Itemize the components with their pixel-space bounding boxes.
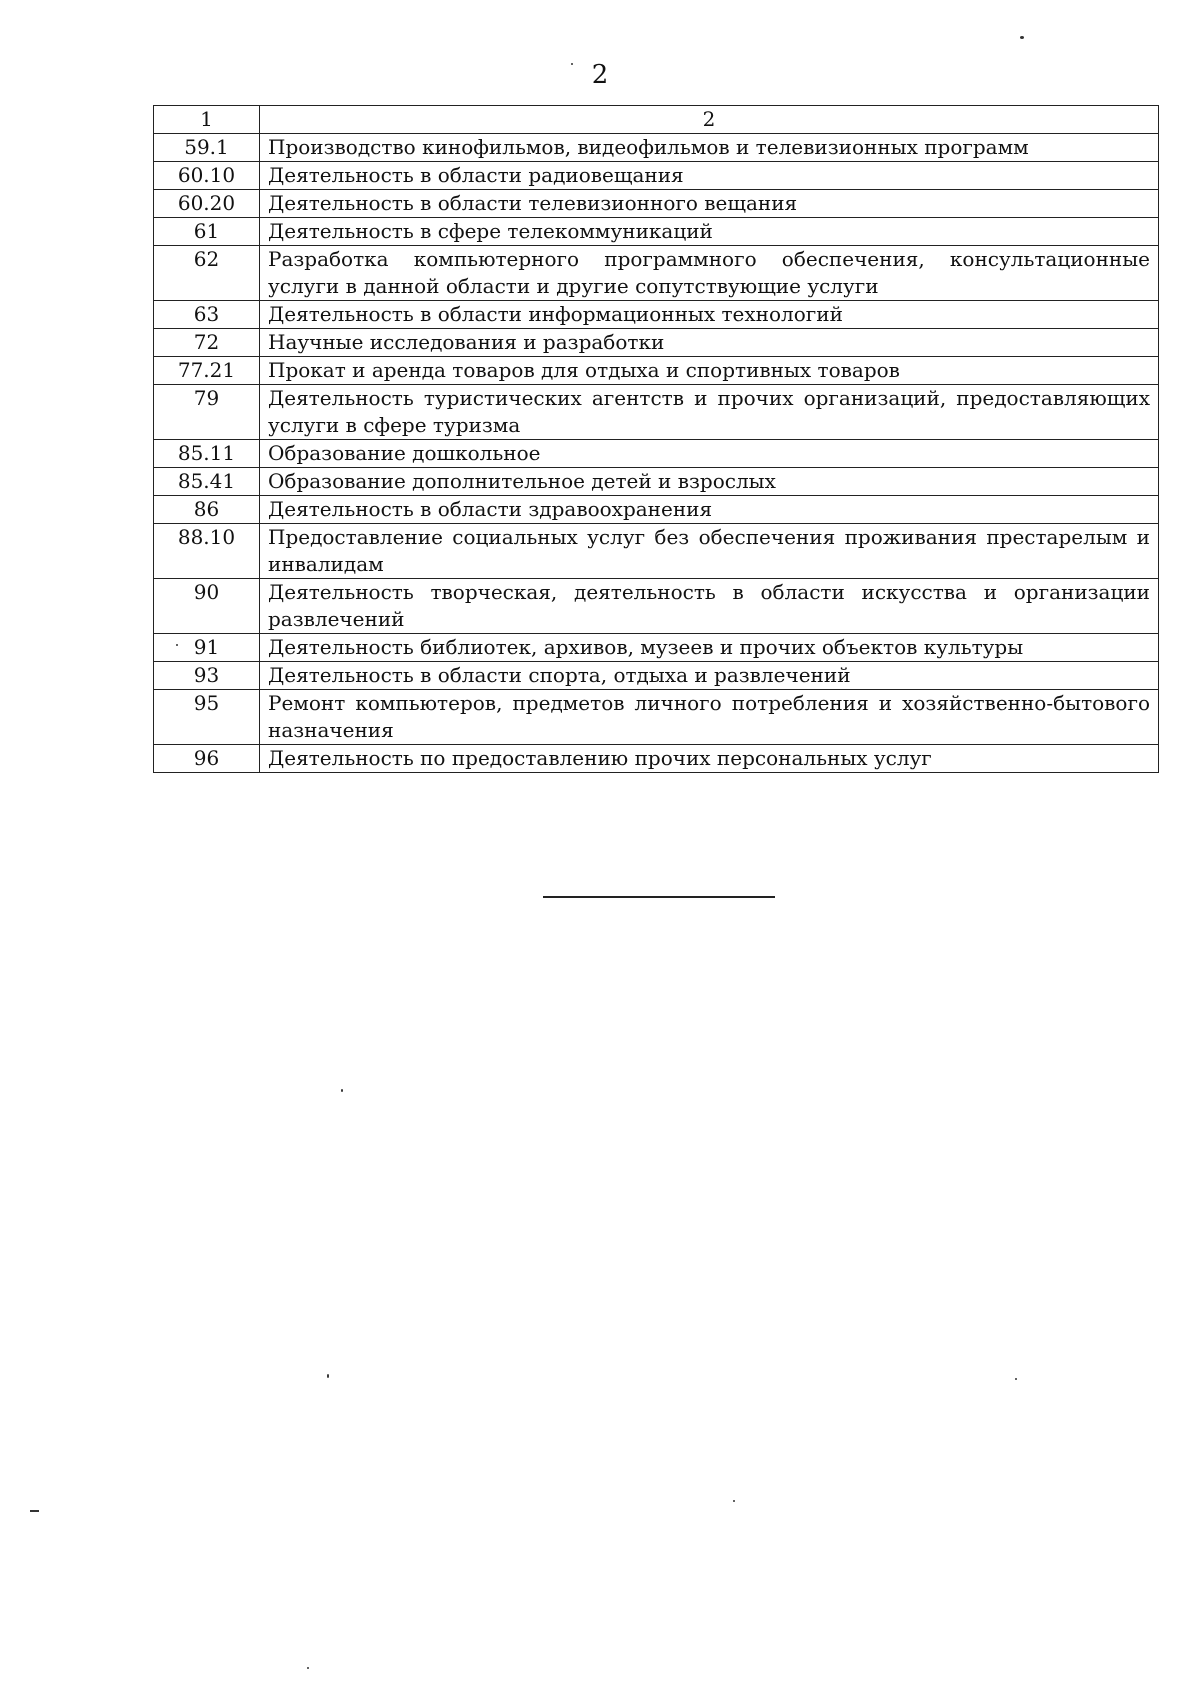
activity-description-cell: Предоставление социальных услуг без обеспечения проживания престарелым и инвалидам (260, 524, 1159, 579)
activity-description-cell: Образование дополнительное детей и взрослых (260, 468, 1159, 496)
table-row (154, 357, 1159, 385)
okved-code-cell: 95 (154, 690, 260, 745)
table-row (154, 440, 1159, 468)
okved-code-cell: 88.10 (154, 524, 260, 579)
activity-description-cell: Деятельность творческая, деятельность в области искусства и организации развлечений (260, 579, 1159, 634)
okved-code-cell: 61 (154, 218, 260, 246)
okved-code-cell: 86 (154, 496, 260, 524)
okved-code-cell: 79 (154, 385, 260, 440)
table-row (154, 662, 1159, 690)
scan-speck (1020, 36, 1024, 39)
scan-speck (176, 644, 178, 646)
activity-description-cell: Разработка компьютерного программного обеспечения, консультационные услуги в данной области и другие сопутствующие услуги (260, 246, 1159, 301)
okved-code-cell: 60.10 (154, 162, 260, 190)
okved-code-cell: 96 (154, 745, 260, 773)
table-header (154, 106, 1159, 134)
header-row (154, 106, 1159, 134)
okved-code-cell: 60.20 (154, 190, 260, 218)
table-row (154, 524, 1159, 579)
table-row (154, 162, 1159, 190)
okved-code-cell: 85.11 (154, 440, 260, 468)
activity-description-cell: Деятельность в области информационных технологий (260, 301, 1159, 329)
activity-description-cell: Деятельность библиотек, архивов, музеев и прочих объектов культуры (260, 634, 1159, 662)
scan-speck (30, 1510, 39, 1512)
table-row (154, 301, 1159, 329)
activity-description-cell: Деятельность в области телевизионного вещания (260, 190, 1159, 218)
activity-description-cell: Деятельность в области радиовещания (260, 162, 1159, 190)
scan-speck (341, 1089, 343, 1092)
table-row (154, 134, 1159, 162)
activity-description-cell: Образование дошкольное (260, 440, 1159, 468)
scan-speck (307, 1667, 309, 1669)
activity-description-cell: Деятельность в сфере телекоммуникаций (260, 218, 1159, 246)
scan-speck (571, 63, 573, 65)
scan-speck (733, 1500, 735, 1502)
okved-code-cell: 62 (154, 246, 260, 301)
column-header-description: 2 (260, 106, 1159, 134)
okved-code-cell: 63 (154, 301, 260, 329)
okved-code-cell: 93 (154, 662, 260, 690)
table-row (154, 190, 1159, 218)
okved-code-cell: 85.41 (154, 468, 260, 496)
table-row (154, 246, 1159, 301)
activity-description-cell: Производство кинофильмов, видеофильмов и телевизионных программ (260, 134, 1159, 162)
column-header-code: 1 (154, 106, 260, 134)
activity-description-cell: Деятельность туристических агентств и прочих организаций, предоставляющих услуги в сфере туризма (260, 385, 1159, 440)
table-row (154, 329, 1159, 357)
end-of-document-rule (543, 896, 775, 898)
okved-table (153, 105, 1159, 773)
table-row (154, 385, 1159, 440)
table-row (154, 690, 1159, 745)
activity-description-cell: Прокат и аренда товаров для отдыха и спортивных товаров (260, 357, 1159, 385)
page-number: 2 (591, 60, 609, 90)
okved-code-cell: 59.1 (154, 134, 260, 162)
table-row (154, 468, 1159, 496)
activity-description-cell: Деятельность в области здравоохранения (260, 496, 1159, 524)
table-row (154, 218, 1159, 246)
table-row (154, 745, 1159, 773)
okved-code-cell: 90 (154, 579, 260, 634)
table-row (154, 579, 1159, 634)
table-body (154, 134, 1159, 773)
activity-description-cell: Деятельность по предоставлению прочих персональных услуг (260, 745, 1159, 773)
table-row (154, 634, 1159, 662)
okved-code-cell: 91 (154, 634, 260, 662)
activity-description-cell: Ремонт компьютеров, предметов личного потребления и хозяйственно-бытового назначения (260, 690, 1159, 745)
scan-speck (327, 1374, 329, 1378)
okved-code-cell: 72 (154, 329, 260, 357)
table-row (154, 496, 1159, 524)
activity-description-cell: Деятельность в области спорта, отдыха и развлечений (260, 662, 1159, 690)
scan-speck (1015, 1378, 1017, 1380)
activity-description-cell: Научные исследования и разработки (260, 329, 1159, 357)
okved-code-cell: 77.21 (154, 357, 260, 385)
